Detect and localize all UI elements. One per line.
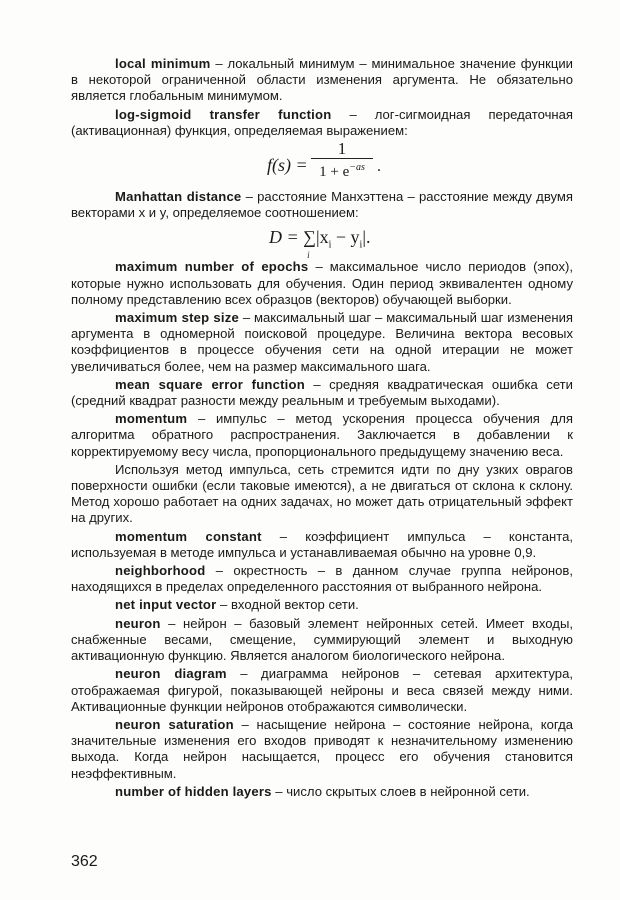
- entry-local-minimum: [71, 56, 573, 105]
- entry-max-step-size: [71, 310, 573, 375]
- term: number of hidden layers: [115, 783, 272, 799]
- entry-manhattan-distance: [71, 189, 573, 221]
- term: net input vector: [115, 597, 217, 613]
- abs-open: |x: [316, 227, 329, 248]
- term: neuron: [115, 615, 161, 631]
- formula-period: .: [365, 227, 371, 248]
- entry-mse: [71, 377, 573, 409]
- term: maximum step size: [115, 310, 239, 326]
- sum-index: i: [307, 250, 310, 261]
- definition: – расстояние Манхэттена – расстояние между двумя векторами x и y, определяемое соотношением:: [71, 189, 573, 221]
- definition: – коэффициент импульса – константа, используемая в методе импульса и устанавливаемая обычно на уровне 0,9.: [71, 528, 573, 560]
- entry-neuron-diagram: [71, 666, 573, 715]
- definition: – максимальный шаг – максимальный шаг изменения аргумента в одномерной поисковой процедуре. Величина вектора весовых коэффициентов в процессе обучения сети на одной итерации не может увеличиваться более, чем на размер максимального шага.: [71, 310, 573, 374]
- sub-i-1: i: [328, 240, 332, 252]
- definition: Используя метод импульса, сеть стремится идти по дну узких оврагов поверхности ошибки (если таковые имеются), а не двигаться от склона к склону. Метод хорошо работает на одних задачах, но может дать отрицательный эффект на других.: [71, 461, 573, 526]
- term: neuron saturation: [115, 716, 234, 732]
- term: neighborhood: [115, 563, 206, 579]
- minus-y: − y: [331, 227, 360, 248]
- glossary-content: [71, 56, 573, 802]
- term: log-sigmoid transfer function: [115, 106, 332, 122]
- entry-net-input-vector: [71, 597, 573, 613]
- formula-numerator: 1: [311, 141, 373, 159]
- definition: – локальный минимум – минимальное значение функции в некоторой ограниченной области изменения аргумента. Не обязательно является глобальным минимумом.: [71, 56, 573, 104]
- formula-lhs: D =: [269, 227, 304, 248]
- definition: – импульс – метод ускорения процесса обучения для алгоритма обратного распространения. Заключается в добавлении к корректируемому весу числа, пропорционального предыдущему значению веса.: [71, 411, 573, 459]
- definition: – средняя квадратическая ошибка сети (средний квадрат разности между реальным и требуемым выходами).: [71, 376, 573, 409]
- sum-symbol: [303, 227, 316, 261]
- term: neuron diagram: [115, 666, 227, 682]
- entry-neighborhood: [71, 563, 573, 595]
- term: local minimum: [115, 56, 211, 71]
- entry-log-sigmoid: [71, 107, 573, 139]
- formula-fraction: [311, 141, 373, 180]
- paragraph-momentum-note: [71, 462, 573, 527]
- definition: – число скрытых слоев в нейронной сети.: [271, 783, 530, 799]
- page-number: 362: [71, 853, 98, 870]
- definition: – максимальное число периодов (эпох), которые нужно использовать для обучения. Один период эквивалентен одному полному представлению всех образцов (векторов) обучающей выборки.: [71, 259, 573, 307]
- definition: – окрестность – в данном случае группа нейронов, находящихся в пределах определенного расстояния от выбранного нейрона.: [71, 563, 573, 595]
- definition: – лог-сигмоидная передаточная (активационная) функция, определяемая выражением:: [71, 106, 573, 138]
- entry-momentum: [71, 411, 573, 460]
- definition: – диаграмма нейронов – сетевая архитектура, отображаемая фигурой, показывающей нейроны и веса связей между ними. Активационные функции нейронов отображаются символически.: [71, 666, 574, 714]
- definition: – входной вектор сети.: [216, 597, 359, 613]
- definition: – нейрон – базовый элемент нейронных сетей. Имеет входы, снабженные весами, смещение, суммирующий элемент и выходную активационную функцию. Является аналогом биологического нейрона.: [71, 615, 573, 664]
- formula-log-sigmoid: [71, 141, 573, 185]
- formula-manhattan: [71, 223, 573, 261]
- entry-momentum-constant: [71, 529, 573, 561]
- sum-sign: ∑: [303, 227, 316, 248]
- term: Manhattan distance: [115, 189, 242, 205]
- entry-neuron-saturation: [71, 717, 573, 782]
- term: maximum number of epochs: [115, 259, 309, 275]
- abs-close: |: [362, 227, 366, 248]
- term: mean square error function: [115, 376, 305, 392]
- formula-exponent: −as: [349, 162, 365, 174]
- entry-max-epochs: [71, 259, 573, 308]
- formula-denominator: [311, 159, 373, 180]
- denominator-base: 1 + e: [319, 164, 350, 181]
- formula-period: .: [377, 158, 381, 176]
- entry-hidden-layers: [71, 784, 573, 800]
- definition: – насыщение нейрона – состояние нейрона, когда значительные изменения его входов приводят к незначительному изменению выхода. Когда нейрон насыщается, процесс его обучения становится неэффективным.: [71, 716, 573, 781]
- formula-lhs: f(s) =: [267, 155, 308, 176]
- entry-neuron: [71, 616, 573, 665]
- formula-expression: [269, 227, 371, 261]
- term: momentum constant: [115, 528, 262, 544]
- sub-i-2: i: [359, 240, 363, 252]
- term: momentum: [115, 411, 188, 427]
